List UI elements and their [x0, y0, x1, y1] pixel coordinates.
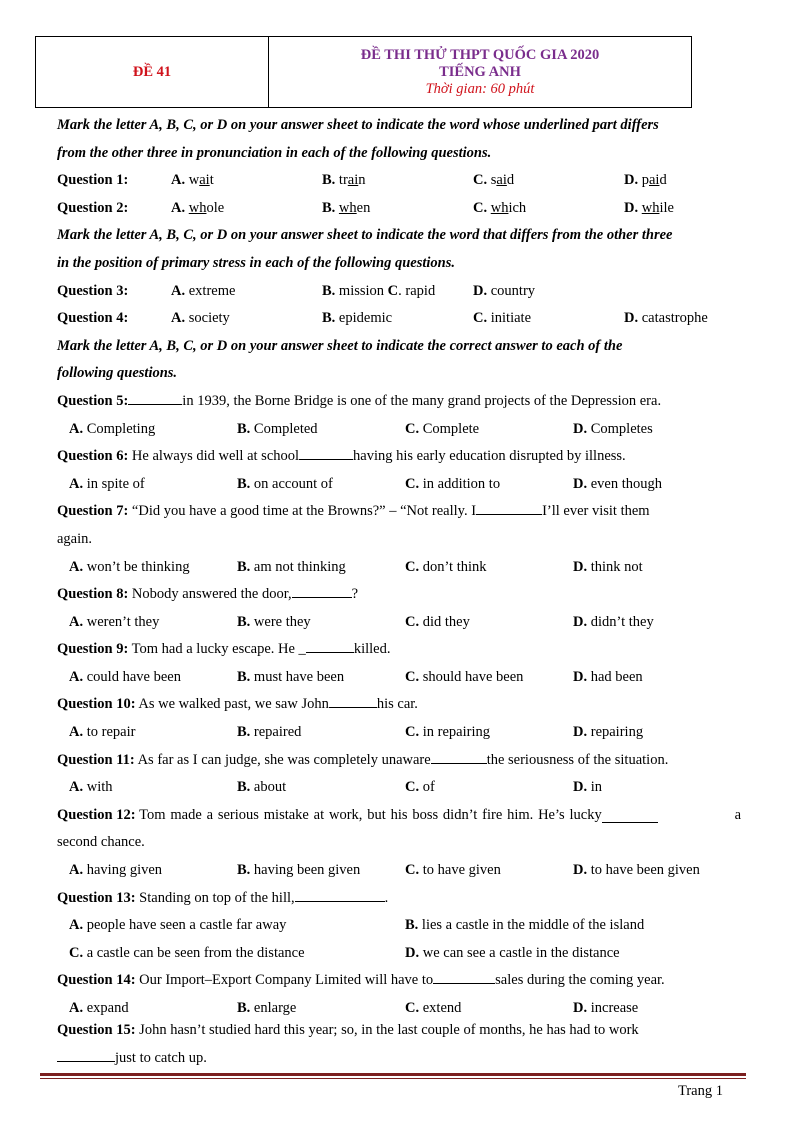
question-text-end: the seriousness of the situation. [486, 751, 669, 768]
option-a[interactable]: A. in spite of [69, 475, 145, 492]
option-c[interactable]: C. did they [405, 613, 470, 630]
question-1 [57, 167, 741, 195]
question-text: in 1939, the Borne Bridge is one of the many grand projects of the Depression era. [182, 392, 662, 409]
option-a[interactable]: A. weren’t they [69, 613, 160, 630]
question-text-end: a [734, 806, 741, 823]
question-text: Our Import–Export Company Limited will have to [139, 972, 434, 989]
question-text: As far as I can judge, she was completely unaware [137, 751, 431, 768]
question-2 [57, 195, 741, 223]
question-7-continued: again. [57, 530, 93, 547]
question-text-end: sales during the coming year. [495, 972, 665, 989]
option-d[interactable]: D. paid [624, 172, 667, 189]
question-9-options [57, 664, 741, 692]
option-d[interactable]: D. in [573, 779, 603, 796]
option-c[interactable]: C. which [473, 199, 527, 216]
instruction-stress-line1: Mark the letter A, B, C, or D on your answer sheet to indicate the word that differs from the other three [57, 227, 673, 244]
question-text-end: his car. [376, 696, 418, 713]
option-a[interactable]: A. wait [171, 172, 214, 189]
exam-code: ĐỀ 41 [132, 63, 172, 80]
question-label: Question 9: [57, 641, 129, 658]
question-label: Question 12: [57, 806, 136, 823]
footer-rule-thin [40, 1078, 746, 1079]
option-a[interactable]: A. people have seen a castle far away [69, 917, 287, 934]
question-text-end: ? [351, 586, 359, 603]
question-text-end: having his early education disrupted by illness. [353, 448, 626, 465]
option-a[interactable]: A. with [69, 779, 113, 796]
question-text-end: I’ll ever visit them [542, 503, 650, 520]
question-label: Question 1: [57, 172, 129, 189]
option-c[interactable]: C. in addition to [405, 475, 501, 492]
option-a[interactable]: A. to repair [69, 724, 136, 741]
question-text-end: just to catch up. [115, 1049, 207, 1066]
exam-title: ĐỀ THI THỬ THPT QUỐC GIA 2020 [360, 46, 600, 63]
answer-blank [431, 749, 487, 764]
question-label: Question 6: [57, 448, 129, 465]
question-10-options [57, 719, 741, 747]
option-a[interactable]: A. whole [171, 199, 225, 216]
option-b[interactable]: B. lies a castle in the middle of the island [405, 917, 645, 934]
question-text-end: killed. [353, 641, 391, 658]
option-c[interactable]: C. initiate [473, 310, 531, 327]
exam-header [35, 36, 692, 108]
option-b[interactable]: B. were they [237, 613, 311, 630]
question-text: As we walked past, we saw John [138, 696, 329, 713]
question-label: Question 5: [57, 392, 129, 409]
question-10 [57, 691, 741, 719]
option-b[interactable]: B. Completed [237, 420, 318, 437]
option-d[interactable]: D. while [624, 199, 674, 216]
question-5 [57, 388, 741, 416]
page-number: Trang 1 [678, 1083, 723, 1099]
answer-blank [433, 969, 495, 984]
option-c[interactable]: C. extend [405, 1000, 462, 1016]
option-c[interactable]: C. in repairing [405, 724, 490, 741]
option-a[interactable]: A. having given [69, 862, 163, 879]
answer-blank [602, 802, 658, 823]
question-label: Question 7: [57, 503, 129, 520]
instruction-correct-line1: Mark the letter A, B, C, or D on your answer sheet to indicate the correct answer to each of the [57, 337, 623, 354]
question-label: Question 13: [57, 889, 136, 906]
question-text: Standing on top of the hill, [139, 889, 295, 906]
option-c[interactable]: C. said [473, 172, 515, 189]
question-8-options [57, 609, 741, 637]
answer-blank [299, 445, 353, 460]
question-11 [57, 747, 741, 775]
option-d[interactable]: D. had been [573, 668, 643, 685]
option-b[interactable]: B. am not thinking [237, 558, 346, 575]
question-12-options [57, 857, 741, 885]
question-text-end: . [384, 889, 389, 906]
option-d[interactable]: D. think not [573, 558, 643, 575]
option-b-c[interactable]: B. mission C. rapid [322, 282, 436, 299]
question-text: Tom made a serious mistake at work, but his boss didn’t fire him. He’s lucky [139, 806, 602, 823]
option-a[interactable]: A. society [171, 310, 230, 327]
question-8 [57, 581, 741, 609]
answer-blank [128, 390, 182, 405]
question-7-options [57, 554, 741, 582]
option-d[interactable]: D. even though [573, 475, 663, 492]
option-d[interactable]: D. country [473, 282, 536, 299]
question-13-options-cd [57, 940, 741, 968]
question-text: Nobody answered the door, [131, 586, 292, 603]
question-text: “Did you have a good time at the Browns?” – “Not really. I [131, 503, 477, 520]
option-b[interactable]: B. train [322, 172, 366, 189]
option-d[interactable]: D. to have been given [573, 862, 700, 879]
option-b[interactable]: B. repaired [237, 724, 302, 741]
option-d[interactable]: D. Completes [573, 420, 653, 437]
exam-title-cell [269, 37, 692, 108]
question-15 [57, 1017, 741, 1045]
option-d[interactable]: D. repairing [573, 724, 644, 741]
answer-blank [306, 638, 354, 653]
option-c[interactable]: C. to have given [405, 862, 501, 879]
option-b[interactable]: B. when [322, 199, 371, 216]
instruction-correct-line2: following questions. [57, 365, 178, 382]
question-9 [57, 636, 741, 664]
option-c[interactable]: C. should have been [405, 668, 524, 685]
question-text: Tom had a lucky escape. He _ [131, 641, 306, 658]
option-b[interactable]: B. having been given [237, 862, 361, 879]
option-d[interactable]: D. we can see a castle in the distance [405, 944, 620, 961]
exam-subject: TIẾNG ANH [439, 63, 521, 80]
question-label: Question 11: [57, 751, 135, 768]
question-11-options [57, 774, 741, 802]
answer-blank [476, 500, 542, 515]
option-b[interactable]: B. about [237, 779, 287, 796]
question-label: Question 15: [57, 1022, 136, 1038]
option-a[interactable]: A. expand [69, 1000, 129, 1016]
footer-rule-thick [40, 1073, 746, 1076]
answer-blank [57, 1047, 115, 1062]
question-text: He always did well at school [131, 448, 300, 465]
instruction-stress-line2: in the position of primary stress in each of the following questions. [57, 254, 455, 271]
question-12 [57, 802, 741, 830]
option-b[interactable]: B. epidemic [322, 310, 393, 327]
question-label: Question 8: [57, 586, 129, 603]
question-14 [57, 967, 741, 995]
question-13-options-ab [57, 912, 741, 940]
option-c[interactable]: C. a castle can be seen from the distance [69, 944, 305, 961]
question-6-options [57, 471, 741, 499]
instruction-pronunciation-line1: Mark the letter A, B, C, or D on your answer sheet to indicate the word whose underlined part differs [57, 117, 659, 133]
instruction-pronunciation-line2: from the other three in pronunciation in each of the following questions. [57, 144, 492, 161]
option-d[interactable]: D. didn’t they [573, 613, 654, 630]
option-d[interactable]: D. catastrophe [624, 310, 708, 327]
exam-code-cell [36, 37, 269, 108]
exam-time: Thời gian: 60 phút [425, 80, 535, 97]
question-label: Question 4: [57, 310, 129, 327]
question-text: John hasn’t studied hard this year; so, in the last couple of months, he has had to work [139, 1022, 639, 1038]
question-4 [57, 305, 741, 333]
option-b[interactable]: B. enlarge [237, 1000, 297, 1016]
question-15-continued [57, 1045, 741, 1073]
option-a[interactable]: A. could have been [69, 668, 181, 685]
answer-blank [329, 693, 377, 708]
question-14-options [57, 995, 741, 1017]
question-12-continued: second chance. [57, 834, 145, 851]
question-13 [57, 885, 741, 913]
question-label: Question 14: [57, 972, 136, 989]
option-c[interactable]: C. don’t think [405, 558, 487, 575]
exam-content [57, 112, 741, 1072]
answer-blank [292, 583, 352, 598]
question-label: Question 3: [57, 282, 129, 299]
option-c[interactable]: C. of [405, 779, 435, 796]
question-label: Question 10: [57, 696, 136, 713]
question-3 [57, 278, 741, 306]
question-label: Question 2: [57, 199, 129, 216]
answer-blank [295, 887, 385, 902]
option-d[interactable]: D. increase [573, 1000, 639, 1016]
option-b[interactable]: B. must have been [237, 668, 345, 685]
option-a[interactable]: A. Completing [69, 420, 156, 437]
question-7 [57, 498, 741, 526]
option-c[interactable]: C. Complete [405, 420, 480, 437]
option-b[interactable]: B. on account of [237, 475, 333, 492]
option-a[interactable]: A. won’t be thinking [69, 558, 190, 575]
question-5-options [57, 416, 741, 444]
option-a[interactable]: A. extreme [171, 282, 236, 299]
question-6 [57, 443, 741, 471]
